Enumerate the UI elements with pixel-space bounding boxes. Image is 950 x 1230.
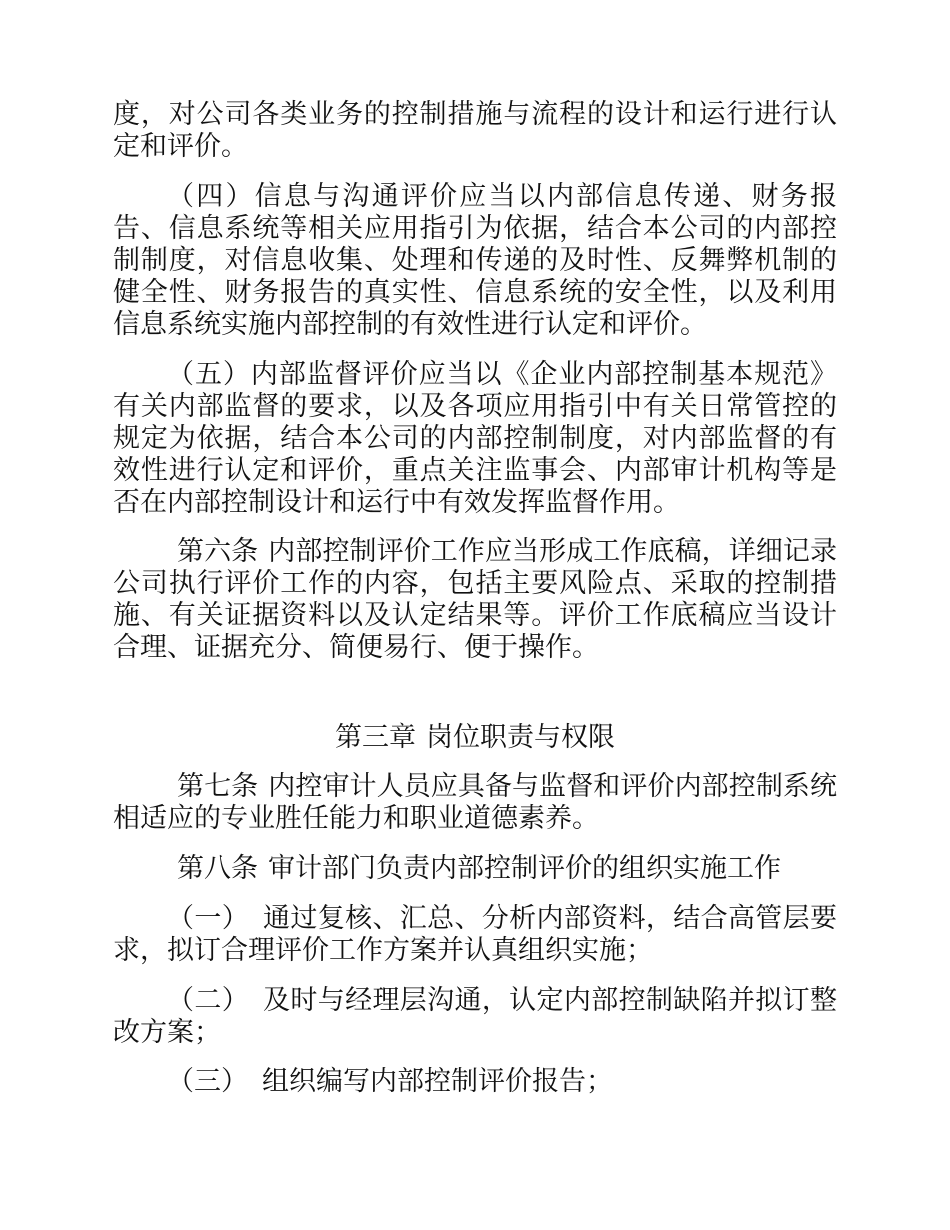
list-item-1-number: （一） [167, 903, 250, 934]
chapter-3-number: 第三章 [335, 722, 416, 753]
list-item-3-text: 组织编写内部控制评价报告； [262, 1066, 613, 1097]
article-7-text: 内控审计人员应具备与监督和评价内部控制系统相适应的专业胜任能力和职业道德素养。 [113, 771, 838, 834]
article-6-number: 第六条 [177, 536, 259, 567]
list-item-2-number: （二） [167, 985, 250, 1016]
list-item-3 [113, 1066, 837, 1098]
list-item-2-text: 及时与经理层沟通，认定内部控制缺陷并拟订整改方案； [113, 985, 838, 1048]
article-8-number: 第八条 [177, 853, 258, 884]
article-6 [113, 536, 837, 664]
article-8 [113, 853, 837, 885]
article-8-text: 审计部门负责内部控制评价的组织实施工作 [268, 853, 781, 884]
paragraph-control-activities-end: 度，对公司各类业务的控制措施与流程的设计和运行进行认定和评价。 [113, 99, 837, 162]
article-6-text: 内部控制评价工作应当形成工作底稿，详细记录公司执行评价工作的内容，包括主要风险点、采取的控制措施、有关证据资料以及认定结果等。评价工作底稿应当设计合理、证据充分、简便易行、便于操作。 [113, 536, 838, 663]
article-7 [113, 771, 837, 835]
article-7-number: 第七条 [177, 771, 259, 802]
document-page [113, 0, 837, 1230]
paragraph-information-communication: （四）信息与沟通评价应当以内部信息传递、财务报告、信息系统等相关应用指引为依据，结合本公司的内部控制制度，对信息收集、处理和传递的及时性、反舞弊机制的健全性、财务报告的真实性、信息系统的安全性，以及利用信息系统实施内部控制的有效性进行认定和评价。 [113, 181, 837, 340]
paragraph-internal-supervision: （五）内部监督评价应当以《企业内部控制基本规范》有关内部监督的要求，以及各项应用指引中有关日常管控的规定为依据，结合本公司的内部控制制度，对内部监督的有效性进行认定和评价，重点关注监事会、内部审计机构等是否在内部控制设计和运行中有效发挥监督作用。 [113, 359, 837, 518]
list-item-1 [113, 903, 837, 967]
list-item-3-number: （三） [167, 1066, 248, 1097]
chapter-3-heading [113, 722, 837, 754]
list-item-2 [113, 985, 837, 1049]
list-item-1-text: 通过复核、汇总、分析内部资料，结合高管层要求，拟订合理评价工作方案并认真组织实施； [113, 903, 838, 966]
chapter-3-title: 岗位职责与权限 [426, 722, 615, 753]
